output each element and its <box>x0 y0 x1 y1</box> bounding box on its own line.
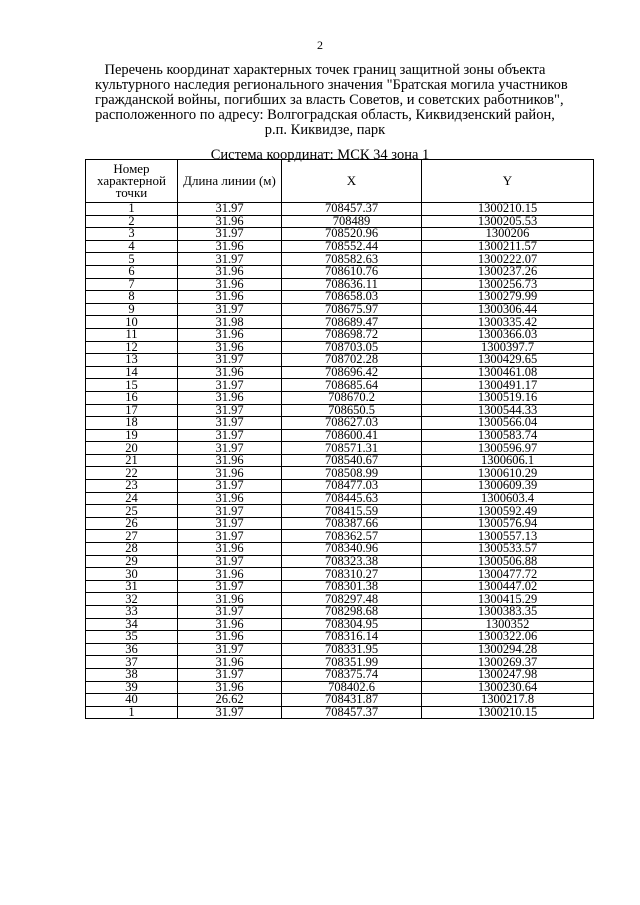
cell-point-number: 9 <box>86 303 178 316</box>
cell-y: 1300247.98 <box>422 668 594 681</box>
cell-x: 708387.66 <box>282 517 422 530</box>
table-row <box>86 215 594 228</box>
cell-line-length: 31.97 <box>178 303 282 316</box>
cell-x: 708331.95 <box>282 643 422 656</box>
table-row <box>86 505 594 518</box>
table-row <box>86 278 594 291</box>
cell-line-length: 31.96 <box>178 454 282 467</box>
cell-point-number: 2 <box>86 215 178 228</box>
cell-x: 708351.99 <box>282 656 422 669</box>
cell-x: 708402.6 <box>282 681 422 694</box>
table-row <box>86 354 594 367</box>
cell-point-number: 8 <box>86 291 178 304</box>
table-row <box>86 681 594 694</box>
cell-line-length: 31.97 <box>178 429 282 442</box>
cell-y: 1300210.15 <box>422 706 594 719</box>
cell-x: 708627.03 <box>282 417 422 430</box>
cell-point-number: 11 <box>86 328 178 341</box>
cell-line-length: 31.97 <box>178 505 282 518</box>
table-row <box>86 618 594 631</box>
cell-line-length: 31.96 <box>178 681 282 694</box>
cell-y: 1300576.94 <box>422 517 594 530</box>
cell-point-number: 29 <box>86 555 178 568</box>
cell-y: 1300294.28 <box>422 643 594 656</box>
cell-x: 708540.67 <box>282 454 422 467</box>
cell-line-length: 31.96 <box>178 328 282 341</box>
cell-y: 1300335.42 <box>422 316 594 329</box>
cell-point-number: 14 <box>86 366 178 379</box>
column-header-line-length: Длина линии (м) <box>178 160 282 203</box>
cell-line-length: 31.97 <box>178 379 282 392</box>
cell-y: 1300256.73 <box>422 278 594 291</box>
cell-point-number: 1 <box>86 203 178 216</box>
cell-x: 708477.03 <box>282 480 422 493</box>
cell-x: 708658.03 <box>282 291 422 304</box>
cell-point-number: 37 <box>86 656 178 669</box>
cell-y: 1300352 <box>422 618 594 631</box>
cell-x: 708636.11 <box>282 278 422 291</box>
cell-point-number: 15 <box>86 379 178 392</box>
cell-x: 708675.97 <box>282 303 422 316</box>
cell-point-number: 30 <box>86 568 178 581</box>
cell-x: 708323.38 <box>282 555 422 568</box>
table-row <box>86 341 594 354</box>
cell-point-number: 38 <box>86 668 178 681</box>
cell-point-number: 23 <box>86 480 178 493</box>
table-row <box>86 316 594 329</box>
document-heading <box>95 62 568 138</box>
cell-point-number: 1 <box>86 706 178 719</box>
cell-y: 1300279.99 <box>422 291 594 304</box>
cell-line-length: 31.96 <box>178 215 282 228</box>
cell-y: 1300477.72 <box>422 568 594 581</box>
cell-point-number: 36 <box>86 643 178 656</box>
cell-x: 708670.2 <box>282 391 422 404</box>
table-row <box>86 580 594 593</box>
table-row <box>86 303 594 316</box>
cell-point-number: 40 <box>86 694 178 707</box>
cell-y: 1300217.8 <box>422 694 594 707</box>
cell-y: 1300237.26 <box>422 265 594 278</box>
cell-point-number: 28 <box>86 543 178 556</box>
cell-y: 1300306.44 <box>422 303 594 316</box>
table-row <box>86 694 594 707</box>
cell-line-length: 31.98 <box>178 316 282 329</box>
cell-point-number: 31 <box>86 580 178 593</box>
table-row <box>86 631 594 644</box>
cell-x: 708698.72 <box>282 328 422 341</box>
cell-x: 708304.95 <box>282 618 422 631</box>
cell-line-length: 31.97 <box>178 203 282 216</box>
cell-line-length: 31.97 <box>178 606 282 619</box>
cell-point-number: 39 <box>86 681 178 694</box>
cell-point-number: 35 <box>86 631 178 644</box>
cell-point-number: 32 <box>86 593 178 606</box>
column-header-x: X <box>282 160 422 203</box>
cell-point-number: 5 <box>86 253 178 266</box>
table-row <box>86 203 594 216</box>
table-row <box>86 291 594 304</box>
cell-x: 708431.87 <box>282 694 422 707</box>
table-row <box>86 668 594 681</box>
cell-line-length: 31.97 <box>178 354 282 367</box>
cell-y: 1300610.29 <box>422 467 594 480</box>
cell-point-number: 26 <box>86 517 178 530</box>
coordinate-system-label: Система координат: МСК 34 зона 1 <box>210 147 430 163</box>
cell-point-number: 12 <box>86 341 178 354</box>
table-row <box>86 379 594 392</box>
cell-line-length: 31.96 <box>178 593 282 606</box>
cell-y: 1300429.65 <box>422 354 594 367</box>
table-row <box>86 643 594 656</box>
heading-line: расположенного по адресу: Волгоградская область, Киквидзенский район, <box>95 107 555 123</box>
cell-y: 1300533.57 <box>422 543 594 556</box>
table-row <box>86 706 594 719</box>
table-row <box>86 543 594 556</box>
cell-point-number: 18 <box>86 417 178 430</box>
cell-x: 708362.57 <box>282 530 422 543</box>
cell-y: 1300566.04 <box>422 417 594 430</box>
cell-y: 1300383.35 <box>422 606 594 619</box>
cell-x: 708702.28 <box>282 354 422 367</box>
cell-point-number: 25 <box>86 505 178 518</box>
cell-x: 708571.31 <box>282 442 422 455</box>
table-row <box>86 454 594 467</box>
table-row <box>86 366 594 379</box>
cell-x: 708415.59 <box>282 505 422 518</box>
column-header-point-number: Номер характерной точки <box>86 160 178 203</box>
cell-x: 708457.37 <box>282 706 422 719</box>
cell-y: 1300544.33 <box>422 404 594 417</box>
cell-y: 1300210.15 <box>422 203 594 216</box>
cell-line-length: 31.97 <box>178 668 282 681</box>
cell-y: 1300415.29 <box>422 593 594 606</box>
column-header-y: Y <box>422 160 594 203</box>
table-row <box>86 429 594 442</box>
heading-line: Перечень координат характерных точек границ защитной зоны объекта <box>104 62 546 78</box>
table-row <box>86 606 594 619</box>
table-row <box>86 404 594 417</box>
table-row <box>86 530 594 543</box>
cell-x: 708445.63 <box>282 492 422 505</box>
cell-point-number: 27 <box>86 530 178 543</box>
cell-x: 708520.96 <box>282 228 422 241</box>
cell-line-length: 31.96 <box>178 467 282 480</box>
cell-line-length: 31.97 <box>178 530 282 543</box>
cell-y: 1300606.1 <box>422 454 594 467</box>
cell-x: 708340.96 <box>282 543 422 556</box>
cell-y: 1300603.4 <box>422 492 594 505</box>
cell-x: 708508.99 <box>282 467 422 480</box>
cell-point-number: 4 <box>86 240 178 253</box>
cell-point-number: 22 <box>86 467 178 480</box>
cell-line-length: 31.97 <box>178 580 282 593</box>
cell-point-number: 33 <box>86 606 178 619</box>
cell-point-number: 6 <box>86 265 178 278</box>
cell-point-number: 34 <box>86 618 178 631</box>
table-row <box>86 656 594 669</box>
cell-x: 708301.38 <box>282 580 422 593</box>
table-row <box>86 253 594 266</box>
table-row <box>86 240 594 253</box>
cell-line-length: 31.96 <box>178 543 282 556</box>
cell-y: 1300322.06 <box>422 631 594 644</box>
table-row <box>86 480 594 493</box>
cell-line-length: 31.97 <box>178 555 282 568</box>
cell-point-number: 24 <box>86 492 178 505</box>
cell-point-number: 3 <box>86 228 178 241</box>
cell-y: 1300211.57 <box>422 240 594 253</box>
table-row <box>86 265 594 278</box>
cell-y: 1300461.08 <box>422 366 594 379</box>
cell-line-length: 31.96 <box>178 341 282 354</box>
cell-point-number: 7 <box>86 278 178 291</box>
cell-x: 708310.27 <box>282 568 422 581</box>
table-row <box>86 328 594 341</box>
cell-x: 708650.5 <box>282 404 422 417</box>
cell-y: 1300230.64 <box>422 681 594 694</box>
table-row <box>86 391 594 404</box>
cell-line-length: 31.96 <box>178 568 282 581</box>
cell-x: 708703.05 <box>282 341 422 354</box>
cell-line-length: 31.96 <box>178 618 282 631</box>
cell-x: 708685.64 <box>282 379 422 392</box>
cell-point-number: 17 <box>86 404 178 417</box>
cell-point-number: 21 <box>86 454 178 467</box>
table-row <box>86 467 594 480</box>
cell-point-number: 16 <box>86 391 178 404</box>
cell-line-length: 31.97 <box>178 480 282 493</box>
cell-y: 1300596.97 <box>422 442 594 455</box>
cell-line-length: 31.97 <box>178 517 282 530</box>
cell-y: 1300222.07 <box>422 253 594 266</box>
table-row <box>86 492 594 505</box>
cell-line-length: 31.96 <box>178 278 282 291</box>
cell-x: 708689.47 <box>282 316 422 329</box>
cell-x: 708457.37 <box>282 203 422 216</box>
cell-y: 1300506.88 <box>422 555 594 568</box>
cell-y: 1300557.13 <box>422 530 594 543</box>
cell-point-number: 10 <box>86 316 178 329</box>
table-row <box>86 593 594 606</box>
cell-line-length: 31.97 <box>178 253 282 266</box>
page-number: 2 <box>317 38 323 52</box>
table-row <box>86 555 594 568</box>
cell-line-length: 31.97 <box>178 404 282 417</box>
cell-line-length: 31.97 <box>178 442 282 455</box>
cell-line-length: 31.96 <box>178 391 282 404</box>
cell-y: 1300583.74 <box>422 429 594 442</box>
cell-line-length: 31.96 <box>178 291 282 304</box>
cell-point-number: 20 <box>86 442 178 455</box>
table-row <box>86 228 594 241</box>
table-row <box>86 442 594 455</box>
cell-line-length: 31.97 <box>178 643 282 656</box>
cell-x: 708600.41 <box>282 429 422 442</box>
cell-y: 1300205.53 <box>422 215 594 228</box>
cell-line-length: 31.97 <box>178 706 282 719</box>
cell-point-number: 13 <box>86 354 178 367</box>
cell-x: 708316.14 <box>282 631 422 644</box>
cell-line-length: 31.97 <box>178 417 282 430</box>
cell-x: 708375.74 <box>282 668 422 681</box>
table-header-row <box>86 160 594 203</box>
cell-line-length: 26.62 <box>178 694 282 707</box>
cell-x: 708298.68 <box>282 606 422 619</box>
cell-line-length: 31.97 <box>178 228 282 241</box>
cell-x: 708552.44 <box>282 240 422 253</box>
cell-line-length: 31.96 <box>178 631 282 644</box>
cell-y: 1300592.49 <box>422 505 594 518</box>
coordinates-table <box>85 159 594 719</box>
cell-line-length: 31.96 <box>178 656 282 669</box>
table-row <box>86 517 594 530</box>
cell-point-number: 19 <box>86 429 178 442</box>
cell-y: 1300447.02 <box>422 580 594 593</box>
table-row <box>86 417 594 430</box>
cell-x: 708696.42 <box>282 366 422 379</box>
cell-line-length: 31.96 <box>178 265 282 278</box>
cell-y: 1300397.7 <box>422 341 594 354</box>
cell-x: 708297.48 <box>282 593 422 606</box>
cell-line-length: 31.96 <box>178 366 282 379</box>
cell-x: 708489 <box>282 215 422 228</box>
cell-y: 1300609.39 <box>422 480 594 493</box>
cell-x: 708610.76 <box>282 265 422 278</box>
cell-y: 1300491.17 <box>422 379 594 392</box>
cell-y: 1300206 <box>422 228 594 241</box>
cell-y: 1300269.37 <box>422 656 594 669</box>
heading-line: р.п. Киквидзе, парк <box>264 122 386 138</box>
cell-x: 708582.63 <box>282 253 422 266</box>
table-row <box>86 568 594 581</box>
cell-y: 1300519.16 <box>422 391 594 404</box>
cell-y: 1300366.03 <box>422 328 594 341</box>
cell-line-length: 31.96 <box>178 240 282 253</box>
heading-line: гражданской войны, погибших за власть Советов, и советских работников", <box>95 92 564 108</box>
cell-line-length: 31.96 <box>178 492 282 505</box>
heading-line: культурного наследия регионального значения "Братская могила участников <box>95 77 568 93</box>
